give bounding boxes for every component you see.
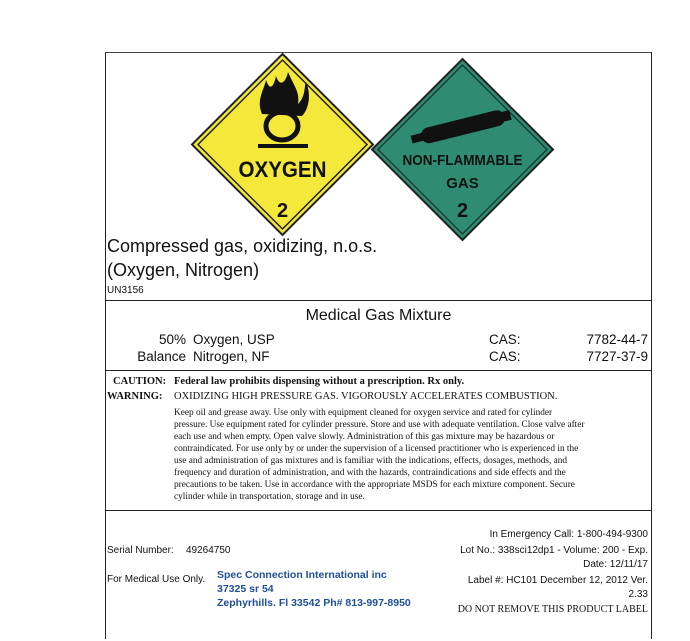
component-row-nitrogen-cas: 7727-37-9 (586, 349, 648, 364)
body-line: use and administration of gas mixtures and is familiar with the indications, effects, dosages, methods, and (174, 456, 568, 466)
shipping-name-line2: (Oxygen, Nitrogen) (107, 260, 260, 280)
component-row-oxygen-pct: 50% (158, 332, 186, 347)
expiration-date: Date: 12/11/17 (583, 559, 648, 570)
body-line: each use and when empty. Open valve slowly. Administration of this gas mixture may be hazardous or (174, 432, 555, 442)
body-line: frequency and duration of administration, and with the hazards, contraindications and side effects and the (174, 468, 566, 478)
lot-number-line: Lot No.: 338sci12dp1 - Volume: 200 - Exp. (460, 545, 648, 556)
body-line: Keep oil and grease away. Use only with equipment cleaned for oxygen service and rated for cylinder (174, 408, 553, 418)
body-line: precautions to be taken. Use in accordance with the appropriate MSDS for each mixture component. Secure (174, 480, 575, 490)
oxygen-placard (190, 52, 375, 237)
component-row-nitrogen-name: Nitrogen, NF (193, 349, 270, 364)
component-row-nitrogen-pct: Balance (137, 349, 186, 364)
oxygen-title: OXYGEN (238, 157, 327, 182)
non-flammable-gas-placard (370, 57, 555, 242)
body-line: contraindicated. For use only by or under the supervision of a licensed practitioner who is experienced in the (174, 444, 579, 454)
divider-top (105, 300, 652, 301)
component-row-oxygen-cas: 7782-44-7 (586, 332, 648, 347)
warning-text: OXIDIZING HIGH PRESSURE GAS. VIGOROUSLY ACCELERATES COMBUSTION. (174, 391, 558, 402)
non-flammable-title: NON-FLAMMABLE (402, 152, 523, 169)
caution-label: CAUTION: (113, 376, 167, 387)
warning-label: WARNING: (107, 391, 163, 402)
divider-bottom (105, 510, 652, 511)
divider-middle (105, 370, 652, 371)
gas-title: GAS (446, 175, 479, 192)
component-row-nitrogen-cas-label: CAS: (489, 349, 521, 364)
do-not-remove-notice: DO NOT REMOVE THIS PRODUCT LABEL (457, 604, 648, 615)
company-name: Spec Connection International inc (217, 569, 387, 581)
product-title: Medical Gas Mixture (305, 307, 452, 324)
serial-number-value: 49264750 (186, 545, 231, 556)
label-version: 2.33 (628, 589, 648, 600)
label-number-line: Label #: HC101 December 12, 2012 Ver. (467, 575, 648, 586)
medical-use-notice: For Medical Use Only. (107, 574, 206, 585)
un-number: UN3156 (107, 285, 144, 296)
non-flammable-class-number: 2 (456, 200, 469, 222)
body-line: cylinder while in transportation, storage and in use. (174, 492, 365, 502)
caution-text: Federal law prohibits dispensing without a prescription. Rx only. (174, 376, 465, 387)
oxygen-class-number: 2 (276, 200, 289, 222)
shipping-name-line1: Compressed gas, oxidizing, n.o.s. (107, 236, 378, 256)
component-row-oxygen-name: Oxygen, USP (193, 332, 275, 347)
component-row-oxygen-cas-label: CAS: (489, 332, 521, 347)
body-line: pressure. Use equipment rated for cylinder pressure. Store and use with adequate ventilation. Close valve after (174, 420, 585, 430)
company-address-city-phone: Zephyrhills. Fl 33542 Ph# 813-997-8950 (217, 597, 411, 609)
serial-number-label: Serial Number: (107, 545, 174, 556)
company-address-street: 37325 sr 54 (217, 583, 274, 595)
emergency-phone: In Emergency Call: 1-800-494-9300 (489, 529, 648, 540)
